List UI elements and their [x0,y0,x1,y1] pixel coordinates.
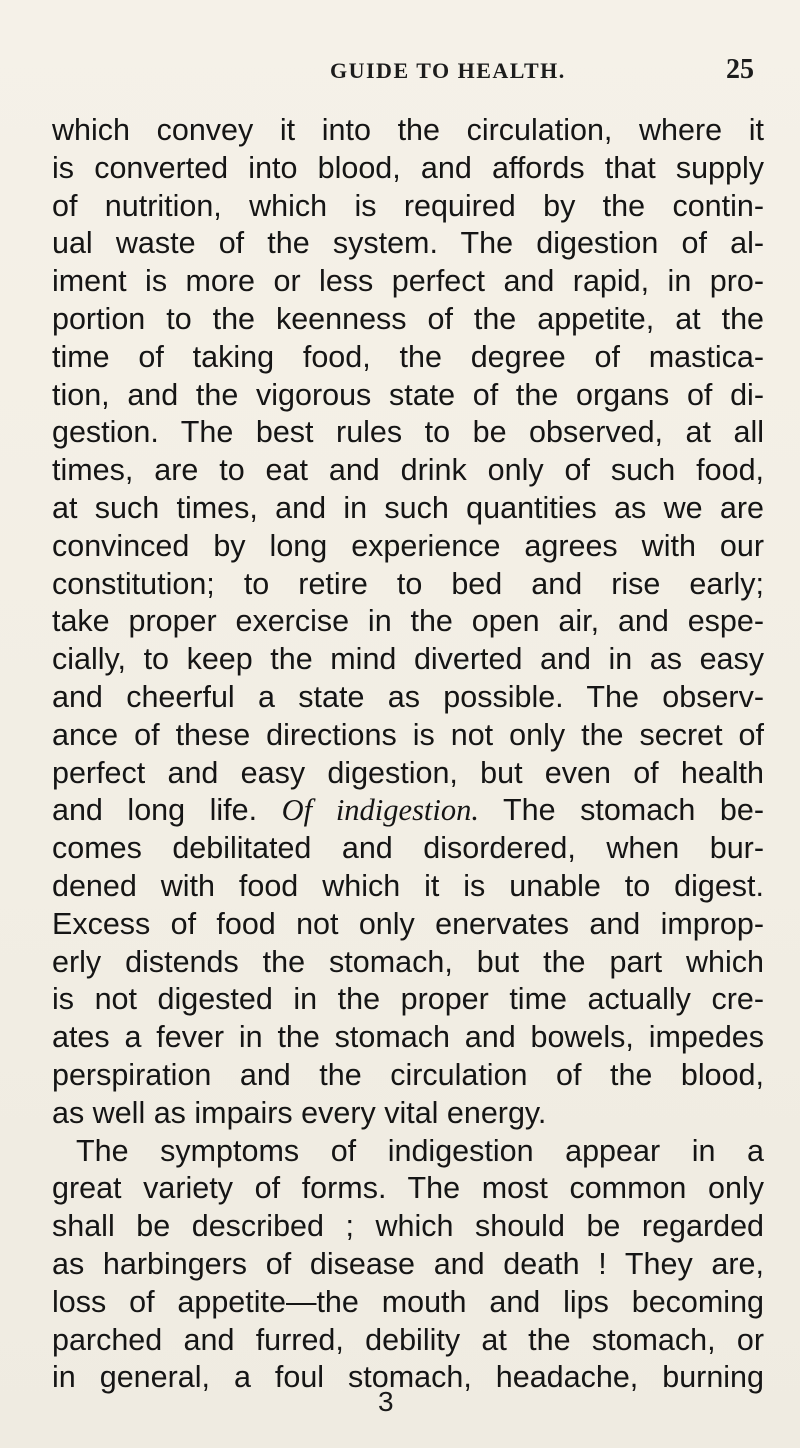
section-heading: Of indigestion. [281,793,480,828]
text-line: ance of these directions is not only the secret of [52,717,764,752]
text-line: and cheerful a state as possible. The observ- [52,679,764,714]
text-line: erly distends the stomach, but the part which [52,944,764,979]
text-line: convinced by long experience agrees with our [52,528,764,563]
text-line: at such times, and in such quantities as we are [52,490,764,525]
text-line: loss of appetite—the mouth and lips becoming [52,1284,764,1319]
text-line: perfect and easy digestion, but even of health [52,755,764,790]
text-line: great variety of forms. The most common only [52,1171,764,1206]
text-line: ual waste of the system. The digestion of al- [52,226,764,261]
text-line: tion, and the vigorous state of the organs of di- [52,377,764,412]
text-line: is converted into blood, and affords that supply [52,150,764,185]
text-line: of nutrition, which is required by the contin- [52,188,764,223]
text-line-with-heading [52,792,764,830]
text-line: in general, a foul stomach, headache, burning [52,1360,764,1395]
running-head [0,54,800,94]
text-line: take proper exercise in the open air, and espe- [52,604,764,639]
page-number: 25 [726,54,754,85]
text-line: constitution; to retire to bed and rise early; [52,566,764,601]
running-title: GUIDE TO HEALTH. [330,58,566,83]
text-line: is not digested in the proper time actually cre- [52,982,764,1017]
text-run: The stomach be- [479,793,764,828]
text-line: shall be described ; which should be regarded [52,1209,764,1244]
text-line: time of taking food, the degree of mastica- [52,339,764,374]
paragraph-first-line: The symptoms of indigestion appear in a [76,1133,764,1168]
text-line: cially, to keep the mind diverted and in as easy [52,642,764,677]
text-line: parched and furred, debility at the stomach, or [52,1322,764,1357]
text-run: and long life. [52,793,282,828]
text-line: Excess of food not only enervates and improp- [52,906,764,941]
text-line: iment is more or less perfect and rapid, in pro- [52,264,764,299]
text-line: perspiration and the circulation of the blood, [52,1057,764,1092]
text-line: which convey it into the circulation, where it [52,113,764,147]
text-line: ates a fever in the stomach and bowels, impedes [52,1020,764,1055]
signature-mark: 3 [378,1386,394,1417]
text-line: portion to the keenness of the appetite, at the [52,301,764,336]
text-line: dened with food which it is unable to digest. [52,868,764,903]
text-line: times, are to eat and drink only of such food, [52,453,764,488]
text-line: gestion. The best rules to be observed, at all [52,415,764,450]
text-line-last: as well as impairs every vital energy. [52,1095,547,1130]
body-text [52,112,764,1397]
text-line: comes debilitated and disordered, when bur- [52,831,764,866]
text-line: as harbingers of disease and death ! They are, [52,1246,764,1281]
